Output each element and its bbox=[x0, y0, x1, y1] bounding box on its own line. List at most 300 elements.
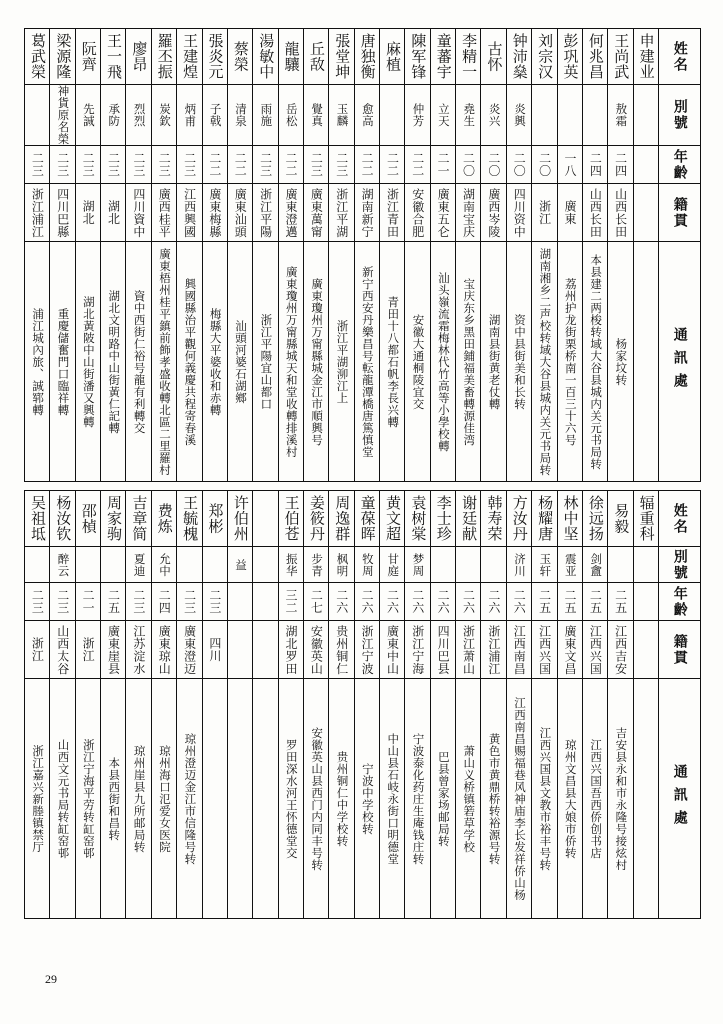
table-cell bbox=[151, 242, 176, 482]
cell-alias: 立天 bbox=[436, 103, 451, 127]
cell-address: 黄色市黄鼎桥转裕源号转 bbox=[487, 732, 502, 865]
table-cell bbox=[151, 679, 176, 919]
cell-address: 中山县石岐永街口明德堂 bbox=[386, 732, 401, 865]
cell-alias: 牧周 bbox=[360, 552, 375, 577]
table-cell bbox=[456, 491, 481, 547]
column-header-address: 通訊處 bbox=[671, 327, 688, 396]
cell-name: 丘敌 bbox=[307, 41, 326, 72]
table-cell bbox=[456, 621, 481, 679]
cell-name: 周家驹 bbox=[105, 495, 124, 542]
table-cell bbox=[405, 547, 430, 583]
table-cell bbox=[532, 29, 557, 85]
cell-address: 琼州文昌县大娘市侨转 bbox=[563, 738, 578, 859]
cell-origin: 浙江 bbox=[30, 637, 45, 662]
cell-alias: 梦周 bbox=[411, 552, 426, 577]
cell-address: 荔州护龙街栗桥南一百三十六号 bbox=[563, 277, 578, 446]
cell-address: 汕頭河婆石湖鄉 bbox=[234, 319, 249, 404]
table-cell bbox=[481, 146, 506, 184]
table-cell bbox=[405, 621, 430, 679]
table-cell bbox=[75, 242, 100, 482]
table-cell bbox=[329, 85, 354, 146]
column-header-name: 姓名 bbox=[671, 40, 688, 73]
table-cell bbox=[126, 242, 151, 482]
cell-origin: 江西兴国 bbox=[537, 624, 552, 675]
cell-origin: 廣西岑陵 bbox=[486, 187, 501, 238]
table-cell bbox=[582, 29, 607, 85]
table-cell bbox=[354, 679, 379, 919]
cell-origin: 浙江 bbox=[537, 200, 552, 225]
cell-address: 罗田深水河王怀德堂交 bbox=[284, 738, 299, 859]
cell-age: 二三 bbox=[131, 152, 146, 177]
table-cell bbox=[278, 146, 303, 184]
table-cell bbox=[202, 146, 227, 184]
table-cell bbox=[278, 547, 303, 583]
cell-alias: 益 bbox=[234, 558, 249, 571]
cell-age: 二三 bbox=[55, 589, 70, 614]
table-cell bbox=[253, 547, 278, 583]
cell-name: 吉章简 bbox=[130, 495, 149, 542]
cell-alias: 子戟 bbox=[208, 103, 223, 127]
table-cell bbox=[481, 242, 506, 482]
table-cell bbox=[481, 547, 506, 583]
table-cell bbox=[380, 583, 405, 621]
table-cell bbox=[608, 621, 633, 679]
table-cell bbox=[506, 85, 531, 146]
table-cell bbox=[582, 547, 607, 583]
cell-origin: 山西长田 bbox=[588, 187, 603, 238]
cell-name: 郑彬 bbox=[206, 503, 225, 534]
cell-name: 徐远扬 bbox=[586, 495, 605, 542]
cell-name: 费炼 bbox=[155, 503, 174, 534]
table-cell bbox=[253, 85, 278, 146]
table-cell bbox=[227, 184, 252, 242]
table-cell bbox=[633, 679, 658, 919]
table-cell bbox=[126, 146, 151, 184]
cell-alias: 仲芳 bbox=[411, 103, 426, 127]
table-cell bbox=[456, 184, 481, 242]
table-cell bbox=[50, 29, 75, 85]
table-cell bbox=[506, 184, 531, 242]
table-cell bbox=[456, 583, 481, 621]
cell-age: 二〇 bbox=[461, 152, 476, 177]
cell-origin: 四川 bbox=[207, 637, 222, 662]
cell-address: 安徽英山县西门内同丰号转 bbox=[310, 726, 325, 871]
cell-address: 宁波泰化药庄生庵钱庄转 bbox=[411, 732, 426, 865]
table-cell bbox=[202, 85, 227, 146]
table-cell bbox=[506, 547, 531, 583]
cell-origin: 廣東澄迈 bbox=[182, 624, 197, 675]
cell-name: 張炎元 bbox=[206, 33, 225, 80]
table-cell bbox=[354, 146, 379, 184]
cell-address: 宝庆东乡黑田鋪福美畜轉源佳湾 bbox=[462, 277, 477, 446]
cell-name: 周逸群 bbox=[333, 495, 352, 542]
table-cell bbox=[278, 621, 303, 679]
table-cell bbox=[532, 85, 557, 146]
table-cell bbox=[101, 621, 126, 679]
table-cell bbox=[608, 85, 633, 146]
table-cell bbox=[532, 242, 557, 482]
cell-age: 二〇 bbox=[537, 152, 552, 177]
cell-name: 童蕃宇 bbox=[434, 33, 453, 80]
table-cell bbox=[303, 547, 328, 583]
cell-alias: 愈高 bbox=[360, 103, 375, 127]
cell-origin: 江西興國 bbox=[182, 187, 197, 238]
cell-name: 袁树棠 bbox=[409, 495, 428, 542]
cell-origin: 廣東澄邁 bbox=[284, 187, 298, 238]
table-cell bbox=[278, 679, 303, 919]
table-cell bbox=[354, 184, 379, 242]
table-header-cell bbox=[658, 146, 700, 184]
cell-name: 辐重科 bbox=[637, 495, 656, 542]
cell-name: 王一飛 bbox=[105, 33, 124, 80]
table-cell bbox=[532, 679, 557, 919]
cell-address: 廣東瓊州万甯縣城天和堂收轉排溪村 bbox=[284, 265, 299, 458]
table-cell bbox=[608, 146, 633, 184]
cell-name: 杨汝钦 bbox=[54, 495, 73, 542]
row-address bbox=[25, 679, 701, 919]
cell-origin: 廣東琼山 bbox=[157, 624, 172, 675]
cell-address: 本县西街和昌转 bbox=[107, 756, 122, 841]
table-cell bbox=[151, 146, 176, 184]
table-cell bbox=[354, 621, 379, 679]
table-cell bbox=[608, 547, 633, 583]
table-header-cell bbox=[658, 184, 700, 242]
table-cell bbox=[227, 85, 252, 146]
table-cell bbox=[354, 491, 379, 547]
cell-age: 二一 bbox=[436, 152, 451, 177]
cell-age: 二三 bbox=[258, 152, 273, 177]
cell-address: 资中县街美和长转 bbox=[512, 313, 527, 410]
table-cell bbox=[532, 621, 557, 679]
table-cell bbox=[557, 242, 582, 482]
cell-alias: 济川 bbox=[512, 552, 527, 577]
table-cell bbox=[227, 29, 252, 85]
table-cell bbox=[75, 583, 100, 621]
table-cell bbox=[177, 547, 202, 583]
cell-name: 阮齊 bbox=[79, 41, 98, 72]
table-cell bbox=[557, 29, 582, 85]
cell-origin: 江西南昌 bbox=[512, 624, 527, 675]
table-cell bbox=[126, 29, 151, 85]
cell-alias: 炭欽 bbox=[157, 103, 172, 127]
cell-alias: 振华 bbox=[284, 552, 299, 577]
table-cell bbox=[481, 679, 506, 919]
row-age bbox=[25, 583, 701, 621]
cell-address: 萧山义桥镇箬草学校 bbox=[462, 744, 477, 853]
table-cell bbox=[303, 85, 328, 146]
table-cell bbox=[126, 621, 151, 679]
cell-alias: 先誠 bbox=[81, 103, 96, 127]
table-cell bbox=[354, 85, 379, 146]
cell-name: 申建业 bbox=[637, 33, 656, 80]
cell-alias: 雨施 bbox=[259, 103, 274, 127]
table-cell bbox=[202, 583, 227, 621]
table-cell bbox=[25, 547, 50, 583]
cell-age: 二三 bbox=[30, 589, 45, 614]
cell-age: 二五 bbox=[106, 589, 121, 614]
table-cell bbox=[506, 242, 531, 482]
cell-origin: 浙江宁海 bbox=[410, 624, 425, 675]
table-cell bbox=[582, 679, 607, 919]
cell-address: 江西兴国县文教市裕丰号转 bbox=[538, 726, 553, 871]
table-cell bbox=[532, 491, 557, 547]
cell-address: 青田十八都石帆李長兴轉 bbox=[386, 295, 401, 428]
cell-address: 浙江嘉兴新塍镇禁厅 bbox=[31, 744, 46, 853]
table-cell bbox=[380, 491, 405, 547]
table-cell bbox=[380, 679, 405, 919]
table-cell bbox=[227, 242, 252, 482]
cell-address: 浙江平陽宜山都口 bbox=[259, 313, 274, 410]
table-header-cell bbox=[658, 679, 700, 919]
table-cell bbox=[101, 146, 126, 184]
cell-origin: 廣東文昌 bbox=[562, 624, 577, 675]
table-cell bbox=[101, 547, 126, 583]
cell-age: 一八 bbox=[562, 152, 577, 177]
cell-address: 本县建二两梭转域大谷县城内关元书局转 bbox=[589, 253, 604, 470]
table-cell bbox=[430, 583, 455, 621]
cell-alias: 枫明 bbox=[335, 552, 350, 577]
table-cell bbox=[608, 29, 633, 85]
table-cell bbox=[25, 679, 50, 919]
table-cell bbox=[177, 242, 202, 482]
table-cell bbox=[303, 491, 328, 547]
table-cell bbox=[608, 491, 633, 547]
table-cell bbox=[253, 583, 278, 621]
cell-name: 王伯苍 bbox=[282, 495, 301, 542]
cell-name: 韩寿荣 bbox=[485, 495, 504, 542]
cell-origin: 湖北罗田 bbox=[284, 624, 298, 675]
cell-alias: 允中 bbox=[157, 552, 172, 577]
cell-age: 二二 bbox=[233, 152, 248, 177]
table-cell bbox=[25, 85, 50, 146]
table-cell bbox=[557, 547, 582, 583]
table-cell bbox=[253, 146, 278, 184]
table-cell bbox=[329, 29, 354, 85]
table-cell bbox=[303, 621, 328, 679]
table-cell bbox=[278, 85, 303, 146]
table-cell bbox=[329, 583, 354, 621]
column-header-origin: 籍貫 bbox=[671, 633, 688, 666]
cell-name: 杨耀唐 bbox=[536, 495, 555, 542]
cell-origin: 浙江宁波 bbox=[360, 624, 375, 675]
table-cell bbox=[177, 491, 202, 547]
table-cell bbox=[202, 184, 227, 242]
cell-name: 易毅 bbox=[612, 503, 631, 534]
cell-name: 许伯州 bbox=[231, 495, 250, 542]
table-cell bbox=[532, 146, 557, 184]
cell-origin: 安徽合肥 bbox=[410, 187, 425, 238]
cell-age: 二四 bbox=[588, 152, 603, 177]
cell-age: 二六 bbox=[410, 589, 425, 614]
cell-address: 新宁西安丹樂昌号転龍潭橋唐篤慎堂 bbox=[360, 265, 375, 458]
table-cell bbox=[278, 184, 303, 242]
cell-age: 二三 bbox=[131, 589, 146, 614]
cell-alias: 炳甫 bbox=[183, 103, 198, 127]
cell-address: 宁波中学校转 bbox=[360, 762, 375, 835]
table-cell bbox=[582, 491, 607, 547]
table-cell bbox=[380, 146, 405, 184]
cell-address: 湖南湘乡二声校转域大谷县城内关元书局转 bbox=[538, 247, 553, 476]
cell-name: 王尚武 bbox=[612, 33, 631, 80]
table-cell bbox=[405, 242, 430, 482]
table-cell bbox=[354, 547, 379, 583]
cell-alias: 步青 bbox=[310, 552, 325, 577]
table-cell bbox=[430, 29, 455, 85]
cell-address: 重慶儲奮門口臨祥轉 bbox=[56, 307, 71, 416]
cell-origin: 四川巴縣 bbox=[55, 187, 70, 238]
cell-name: 葛武榮 bbox=[28, 33, 47, 80]
column-header-origin: 籍貫 bbox=[671, 196, 688, 229]
table-cell bbox=[151, 29, 176, 85]
cell-alias: 覺真 bbox=[310, 103, 325, 127]
table-cell bbox=[101, 583, 126, 621]
cell-origin: 江苏淀水 bbox=[131, 624, 146, 675]
table-cell bbox=[405, 85, 430, 146]
cell-age: 二四 bbox=[157, 589, 172, 614]
table-cell bbox=[557, 146, 582, 184]
table-header-cell bbox=[658, 547, 700, 583]
cell-address: 巴县曾家场邮局转 bbox=[436, 750, 451, 847]
table-header-cell bbox=[658, 491, 700, 547]
cell-origin: 廣東中山 bbox=[385, 624, 400, 675]
table-header-cell bbox=[658, 242, 700, 482]
cell-name: 麻植 bbox=[384, 41, 402, 72]
table-cell bbox=[329, 184, 354, 242]
table-cell bbox=[278, 242, 303, 482]
table-cell bbox=[380, 547, 405, 583]
table-cell bbox=[430, 621, 455, 679]
cell-origin: 廣東 bbox=[562, 200, 577, 225]
cell-age: 二二 bbox=[410, 152, 425, 177]
cell-address: 資中西街仁裕号龍有利轉交 bbox=[132, 289, 147, 434]
table-cell bbox=[126, 679, 151, 919]
table-cell bbox=[303, 29, 328, 85]
cell-alias: 烈烈 bbox=[132, 103, 147, 127]
table-cell bbox=[608, 184, 633, 242]
table-cell bbox=[481, 621, 506, 679]
cell-alias: 甘庭 bbox=[386, 552, 401, 577]
table-cell bbox=[329, 679, 354, 919]
table-cell bbox=[456, 547, 481, 583]
table-cell bbox=[253, 679, 278, 919]
cell-age: 二〇 bbox=[512, 152, 527, 177]
table-cell bbox=[126, 184, 151, 242]
cell-origin: 廣東崖县 bbox=[106, 624, 121, 675]
cell-name: 李士珍 bbox=[434, 495, 453, 542]
table-cell bbox=[126, 85, 151, 146]
cell-age: 二六 bbox=[486, 589, 501, 614]
table-cell bbox=[101, 491, 126, 547]
cell-name: 彭巩英 bbox=[561, 33, 580, 80]
table-cell bbox=[50, 547, 75, 583]
table-cell bbox=[506, 679, 531, 919]
cell-name: 林中坚 bbox=[561, 495, 580, 542]
cell-age: 二六 bbox=[334, 589, 349, 614]
table-cell bbox=[101, 29, 126, 85]
cell-address: 浙江宁海平劳转缸窑邨 bbox=[81, 738, 96, 859]
row-alias bbox=[25, 85, 701, 146]
cell-age: 二六 bbox=[360, 589, 375, 614]
table-cell bbox=[405, 184, 430, 242]
table-cell bbox=[329, 621, 354, 679]
table-cell bbox=[75, 491, 100, 547]
table-cell bbox=[50, 184, 75, 242]
row-name bbox=[25, 491, 701, 547]
table-cell bbox=[456, 146, 481, 184]
table-cell bbox=[278, 583, 303, 621]
table-cell bbox=[456, 85, 481, 146]
table-cell bbox=[75, 146, 100, 184]
cell-name: 刘宗汉 bbox=[536, 33, 555, 80]
table-cell bbox=[633, 146, 658, 184]
table-cell bbox=[177, 679, 202, 919]
cell-address: 琼州澄迈金江市信隆号转 bbox=[183, 732, 198, 865]
cell-address: 浙江平湖泖江上 bbox=[335, 319, 350, 404]
table-cell bbox=[354, 242, 379, 482]
table-cell bbox=[253, 491, 278, 547]
table-cell bbox=[430, 184, 455, 242]
cell-age: 三二 bbox=[284, 589, 298, 614]
table-cell bbox=[557, 184, 582, 242]
cell-name: 龍驤 bbox=[282, 41, 301, 72]
row-origin bbox=[25, 621, 701, 679]
cell-name: 李精一 bbox=[460, 33, 479, 80]
table-cell bbox=[75, 29, 100, 85]
table-cell bbox=[329, 242, 354, 482]
cell-age: 二五 bbox=[537, 589, 552, 614]
cell-name: 陳军锋 bbox=[409, 33, 428, 80]
table-cell bbox=[633, 85, 658, 146]
column-header-alias: 別號 bbox=[671, 548, 688, 581]
table-cell bbox=[25, 583, 50, 621]
cell-name: 方汝丹 bbox=[510, 495, 529, 542]
table-cell bbox=[380, 29, 405, 85]
table-cell bbox=[506, 583, 531, 621]
cell-alias: 承防 bbox=[107, 103, 122, 127]
table-cell bbox=[50, 85, 75, 146]
table-cell bbox=[557, 679, 582, 919]
cell-name: 張堂坤 bbox=[333, 33, 352, 80]
table-cell bbox=[253, 29, 278, 85]
column-header-alias: 別號 bbox=[671, 99, 688, 131]
table-cell bbox=[380, 85, 405, 146]
cell-origin: 浙江浦江 bbox=[30, 187, 45, 238]
table-cell bbox=[633, 583, 658, 621]
table-header-cell bbox=[658, 621, 700, 679]
table-cell bbox=[532, 583, 557, 621]
table-cell bbox=[202, 621, 227, 679]
table-cell bbox=[633, 29, 658, 85]
cell-alias: 清泉 bbox=[234, 103, 249, 127]
cell-alias: 炎興 bbox=[512, 103, 527, 127]
cell-address: 廣東瓊州万甯縣城金江市順興号 bbox=[310, 277, 325, 446]
table-cell bbox=[582, 184, 607, 242]
cell-alias: 敖霜 bbox=[614, 103, 629, 127]
cell-age: 二三 bbox=[106, 152, 121, 177]
table-cell bbox=[75, 621, 100, 679]
cell-alias: 醉云 bbox=[56, 552, 71, 577]
table-cell bbox=[481, 583, 506, 621]
cell-origin: 浙江浦江 bbox=[486, 624, 501, 675]
table-cell bbox=[481, 491, 506, 547]
table-cell bbox=[405, 491, 430, 547]
table-cell bbox=[75, 679, 100, 919]
table-cell bbox=[633, 621, 658, 679]
cell-name: 童葆晖 bbox=[358, 495, 377, 542]
cell-age: 二三 bbox=[309, 152, 324, 177]
table-cell bbox=[405, 29, 430, 85]
cell-age: 二二 bbox=[385, 152, 400, 177]
